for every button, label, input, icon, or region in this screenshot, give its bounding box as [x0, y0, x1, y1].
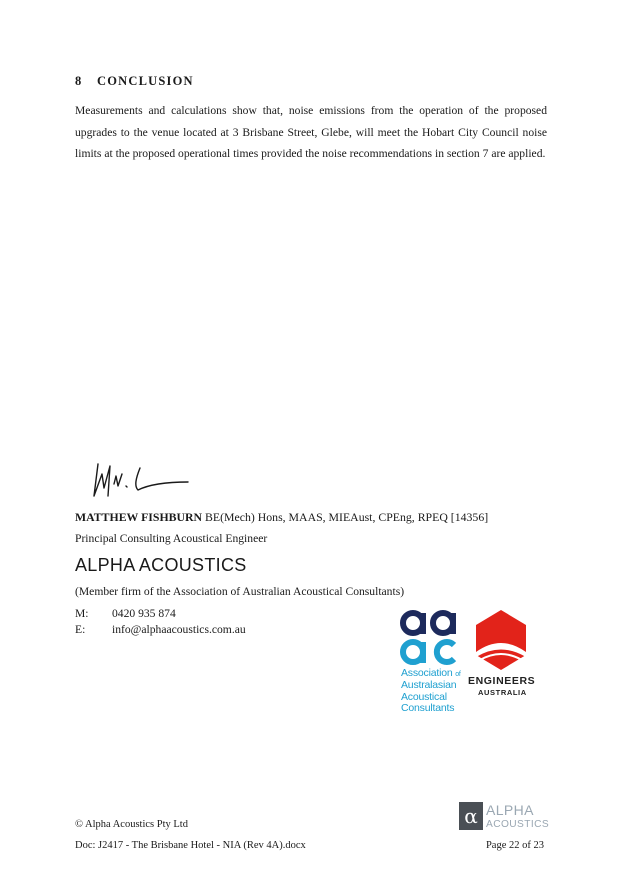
membership-note: (Member firm of the Association of Australian Acoustical Consultants): [75, 585, 405, 598]
footer-page-number: Page 22 of 23: [485, 840, 544, 851]
email-label: E:: [75, 623, 86, 636]
contact-mobile: [75, 607, 176, 620]
mobile-label: M:: [75, 607, 89, 620]
aaac-logo-text: [401, 668, 461, 715]
aaac-of: of: [455, 671, 461, 678]
section-heading: [75, 74, 194, 89]
aaac-logo-mark: [398, 608, 462, 668]
email-address[interactable]: info@alphaacoustics.com.au: [112, 623, 246, 636]
mobile-number: 0420 935 874: [112, 607, 176, 620]
section-number: 8: [75, 74, 83, 88]
footer-document-name: Doc: J2417 - The Brisbane Hotel - NIA (Rev 4A).docx: [75, 840, 306, 851]
signature: [88, 456, 198, 502]
section-title: CONCLUSION: [97, 74, 194, 88]
aaac-line2: Australasian: [401, 679, 457, 692]
aaac-line1: Association: [401, 667, 453, 679]
contact-email: [75, 623, 246, 636]
aaac-line3: Acoustical: [401, 690, 447, 703]
footer-logo-line2: ACOUSTICS: [486, 819, 550, 830]
signatory-name: MATTHEW FISHBURN: [75, 510, 203, 524]
signatory-line: [75, 510, 488, 525]
signatory-role: Principal Consulting Acoustical Engineer: [75, 532, 268, 545]
ea-logo-line1: ENGINEERS: [468, 675, 536, 687]
signatory-qualifications: BE(Mech) Hons, MAAS, MIEAust, CPEng, RPEQ [14356]: [205, 510, 489, 524]
footer-copyright: © Alpha Acoustics Pty Ltd: [75, 819, 188, 830]
company-name: ALPHA ACOUSTICS: [75, 555, 247, 575]
aaac-line4: Consultants: [401, 702, 455, 715]
footer-logo-line1: ALPHA: [486, 802, 534, 818]
ea-logo-line2: AUSTRALIA: [478, 688, 527, 697]
alpha-logo-mark: [459, 802, 483, 830]
conclusion-paragraph: Measurements and calculations show that, noise emissions from the operation of the proposed upgrades to the venue located at 3 Brisbane Street, Glebe, will meet the Hobart City Council noise limits at the proposed operational times provided the noise recommendations in section 7 are applied.: [75, 104, 547, 160]
alpha-symbol-icon: α: [464, 804, 478, 828]
engineers-australia-logo-mark: [470, 608, 532, 672]
